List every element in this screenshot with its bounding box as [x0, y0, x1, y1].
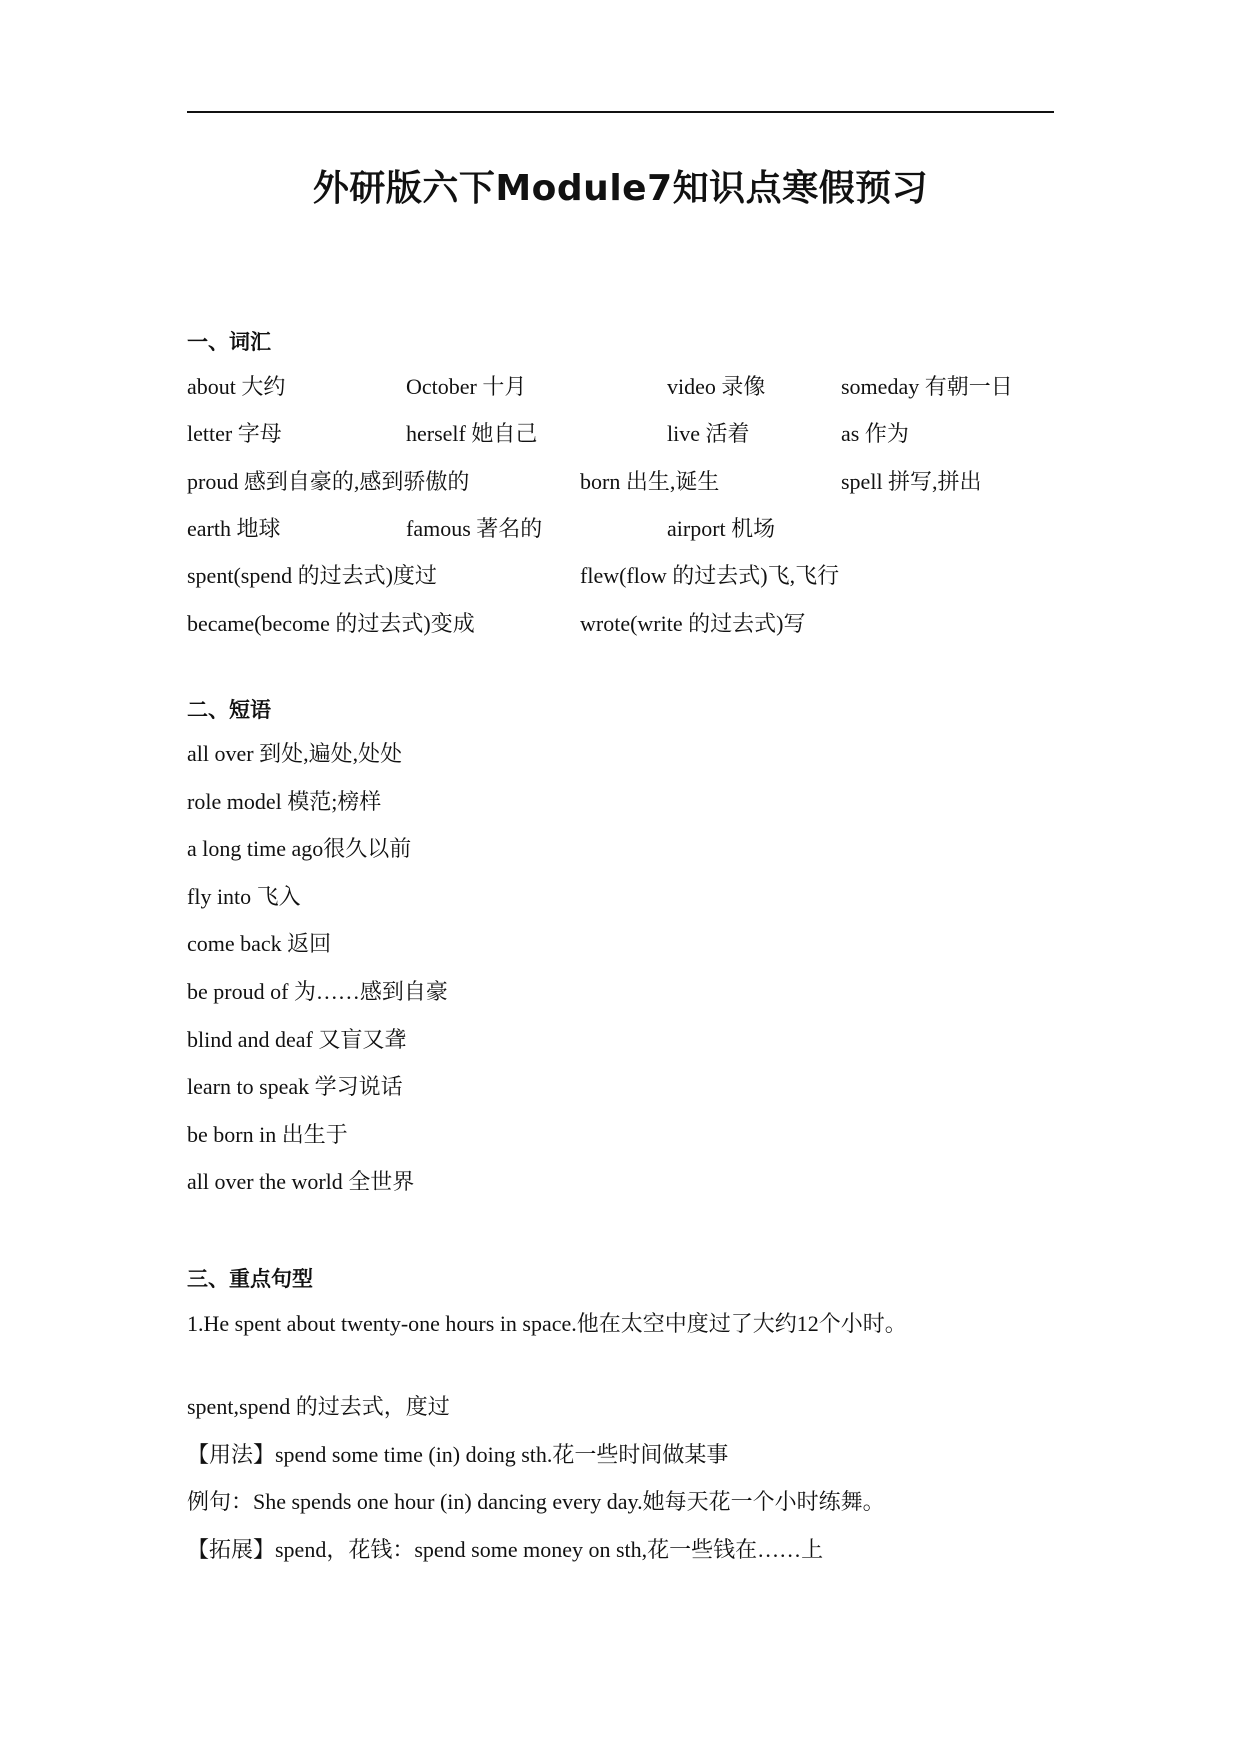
vocab-item: became(become 的过去式)变成	[187, 611, 475, 636]
phrase-item: role model 模范;榜样	[187, 789, 382, 814]
section-heading-phrases: 二、短语	[187, 697, 271, 722]
vocab-item: video 录像	[667, 374, 766, 399]
phrase-item: be born in 出生于	[187, 1122, 348, 1147]
sentence-line: 例句：She spends one hour (in) dancing every day.她每天花一个小时练舞。	[187, 1489, 885, 1514]
vocab-item: famous 著名的	[406, 516, 543, 541]
phrase-item: all over 到处,遍处,处处	[187, 741, 403, 766]
vocab-item: live 活着	[667, 421, 750, 446]
vocab-item: earth 地球	[187, 516, 281, 541]
section-heading-sentences: 三、重点句型	[187, 1266, 313, 1291]
phrase-item: a long time ago很久以前	[187, 836, 412, 861]
page-title: 外研版六下Module7知识点寒假预习	[312, 168, 929, 209]
section-heading-vocab: 一、词汇	[187, 329, 271, 354]
vocab-item: born 出生,诞生	[580, 469, 720, 494]
phrase-item: fly into 飞入	[187, 884, 301, 909]
phrase-item: all over the world 全世界	[187, 1169, 415, 1194]
phrase-item: blind and deaf 又盲又聋	[187, 1027, 407, 1052]
phrase-item: come back 返回	[187, 931, 332, 956]
phrase-item: learn to speak 学习说话	[187, 1074, 403, 1099]
vocab-item: wrote(write 的过去式)写	[580, 611, 806, 636]
vocab-item: airport 机场	[667, 516, 776, 541]
sentence-line: 【用法】spend some time (in) doing sth.花一些时间做某事	[187, 1442, 729, 1467]
vocab-item: herself 她自己	[406, 421, 538, 446]
header-rule	[187, 111, 1054, 113]
vocab-item: spell 拼写,拼出	[841, 469, 982, 494]
vocab-item: someday 有朝一日	[841, 374, 1013, 399]
vocab-item: proud 感到自豪的,感到骄傲的	[187, 469, 470, 494]
sentence-line: 1.He spent about twenty-one hours in space.他在太空中度过了大约12个小时。	[187, 1311, 907, 1336]
vocab-item: about 大约	[187, 374, 286, 399]
phrase-item: be proud of 为……感到自豪	[187, 979, 448, 1004]
vocab-item: flew(flow 的过去式)飞,飞行	[580, 563, 840, 588]
sentence-line: 【拓展】spend，花钱：spend some money on sth,花一些钱在……上	[187, 1537, 824, 1562]
vocab-item: spent(spend 的过去式)度过	[187, 563, 437, 588]
vocab-item: letter 字母	[187, 421, 282, 446]
vocab-item: October 十月	[406, 374, 527, 399]
sentence-line: spent,spend 的过去式，度过	[187, 1394, 450, 1419]
vocab-item: as 作为	[841, 421, 909, 446]
